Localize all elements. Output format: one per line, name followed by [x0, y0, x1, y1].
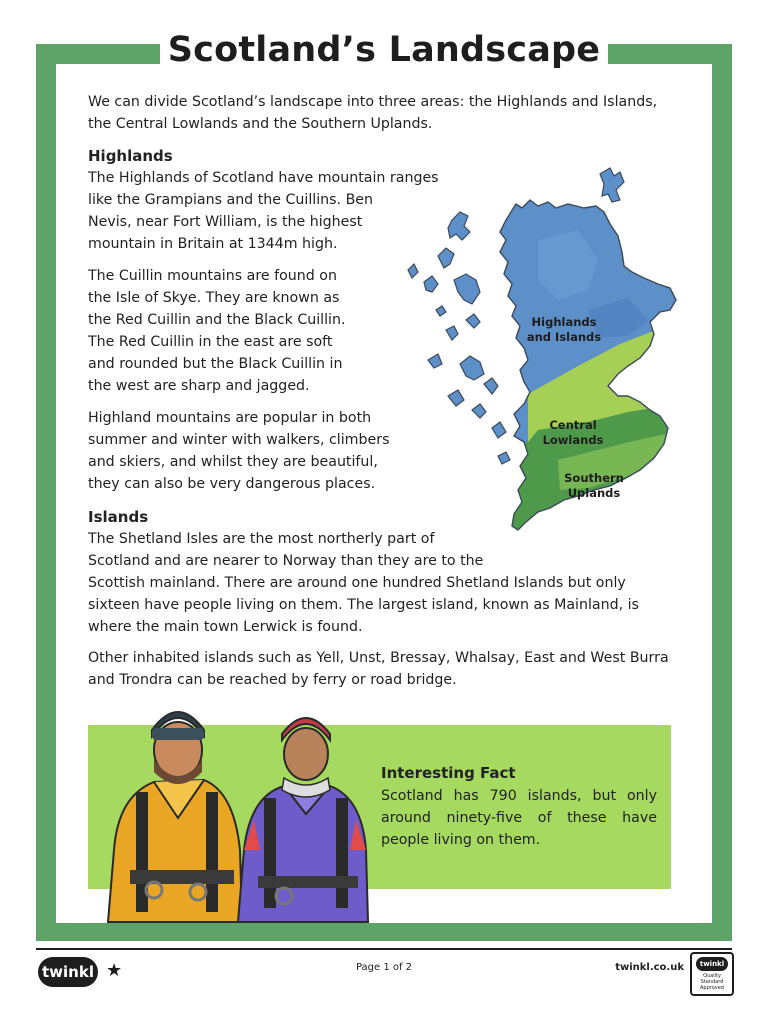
- quality-badge: [690, 952, 734, 996]
- fact-title: Interesting Fact: [381, 764, 516, 782]
- badge-logo: twinkl: [696, 957, 728, 971]
- text-line: sixteen have people living on them. The largest island, known as Mainland, is: [88, 597, 639, 613]
- map-label-central: Central Lowlands: [542, 418, 604, 447]
- site-link[interactable]: twinkl.co.uk: [615, 962, 684, 973]
- text-line: the Red Cuillin and the Black Cuillin.: [88, 312, 346, 328]
- title-banner: [160, 26, 608, 74]
- text-line: the west are sharp and jagged.: [88, 378, 310, 394]
- text-line: where the main town Lerwick is found.: [88, 619, 363, 635]
- map-label-highlands: Highlands and Islands: [526, 315, 602, 344]
- text-line: Scotland and are nearer to Norway than they are to the: [88, 553, 484, 569]
- text-line: and rounded but the Black Cuillin in: [88, 356, 343, 372]
- scotland-map: [388, 160, 688, 540]
- islands-paragraph-2: Other inhabited islands such as Yell, Unst, Bressay, Whalsay, East and West Burra and Trondra can be reached by ferry or road bridge.: [88, 650, 669, 688]
- text-line: The Shetland Isles are the most northerly part of: [88, 531, 435, 547]
- footer-divider: [36, 948, 732, 950]
- star-icon[interactable]: ★: [106, 960, 123, 981]
- text-line: mountain in Britain at 1344m high.: [88, 236, 338, 252]
- page-number: Page 1 of 2: [355, 962, 413, 973]
- badge-text: Quality Standard Approved: [700, 973, 724, 991]
- text-line: The Cuillin mountains are found on: [88, 268, 337, 284]
- page-title: Scotland’s Landscape: [167, 30, 601, 70]
- twinkl-logo[interactable]: twinkl: [38, 957, 98, 987]
- intro-paragraph: We can divide Scotland’s landscape into three areas: the Highlands and Islands, the Central Lowlands and the Southern Uplands.: [88, 94, 658, 132]
- fact-body: Scotland has 790 islands, but only around ninety-five of these have people living on them.: [381, 788, 657, 848]
- climbers-illustration: [94, 700, 384, 926]
- text-line: Nevis, near Fort William, is the highest: [88, 214, 363, 230]
- text-line: Scottish mainland. There are around one hundred Shetland Islands but only: [88, 575, 626, 591]
- text-line: and skiers, and whilst they are beautiful,: [88, 454, 378, 470]
- text-line: The Red Cuillin in the east are soft: [88, 334, 333, 350]
- text-line: the Isle of Skye. They are known as: [88, 290, 340, 306]
- text-line: summer and winter with walkers, climbers: [88, 432, 390, 448]
- map-label-southern: Southern Uplands: [564, 471, 624, 500]
- text-line: Highland mountains are popular in both: [88, 410, 372, 426]
- highlands-heading: Highlands: [88, 147, 173, 165]
- text-line: they can also be very dangerous places.: [88, 476, 376, 492]
- text-line: like the Grampians and the Cuillins. Ben: [88, 192, 374, 208]
- text-line: The Highlands of Scotland have mountain ranges: [88, 170, 439, 186]
- islands-heading: Islands: [88, 508, 149, 526]
